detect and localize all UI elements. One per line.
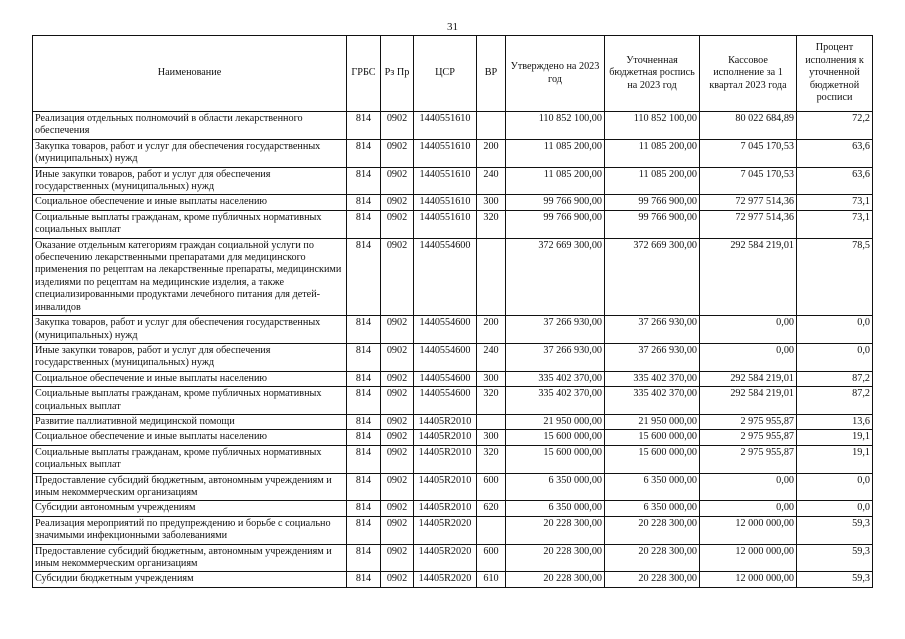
row-vr: 300 <box>477 430 506 445</box>
header-rzpr: Рз Пр <box>381 36 414 112</box>
row-vr: 240 <box>477 167 506 195</box>
row-percent: 73,1 <box>797 195 873 210</box>
row-vr: 600 <box>477 544 506 572</box>
row-grbs: 814 <box>347 430 381 445</box>
row-rzpr: 0902 <box>381 445 414 473</box>
row-grbs: 814 <box>347 473 381 501</box>
row-csr: 1440554600 <box>414 316 477 344</box>
row-vr <box>477 238 506 315</box>
row-name: Развитие паллиативной медицинской помощи <box>33 414 347 429</box>
row-approved: 20 228 300,00 <box>506 572 605 587</box>
table-row <box>33 501 873 516</box>
row-name: Иные закупки товаров, работ и услуг для обеспечения государственных (муниципальных) нужд <box>33 343 347 371</box>
table-row <box>33 445 873 473</box>
row-vr <box>477 516 506 544</box>
row-rzpr: 0902 <box>381 473 414 501</box>
row-csr: 1440554600 <box>414 371 477 386</box>
row-percent: 73,1 <box>797 210 873 238</box>
row-name: Оказание отдельным категориям граждан социальной услуги по обеспечению лекарственными препаратами для медицинского применения по рецептам на лекарственные препараты, медицинскими изделиями по рецептам на медицинские изделия, а также специализированными продуктами лечебного питания для детей-инвалидов <box>33 238 347 315</box>
row-percent: 19,1 <box>797 430 873 445</box>
row-approved: 372 669 300,00 <box>506 238 605 315</box>
row-approved: 6 350 000,00 <box>506 473 605 501</box>
row-vr: 200 <box>477 316 506 344</box>
table-row <box>33 195 873 210</box>
row-csr: 14405R2010 <box>414 473 477 501</box>
row-revised: 110 852 100,00 <box>605 112 700 140</box>
row-rzpr: 0902 <box>381 414 414 429</box>
row-revised: 15 600 000,00 <box>605 445 700 473</box>
row-approved: 21 950 000,00 <box>506 414 605 429</box>
row-approved: 15 600 000,00 <box>506 445 605 473</box>
table-row <box>33 210 873 238</box>
row-grbs: 814 <box>347 210 381 238</box>
row-percent: 87,2 <box>797 371 873 386</box>
row-csr: 1440551610 <box>414 195 477 210</box>
row-revised: 11 085 200,00 <box>605 139 700 167</box>
row-grbs: 814 <box>347 445 381 473</box>
row-csr: 1440554600 <box>414 238 477 315</box>
row-cash-execution: 0,00 <box>700 501 797 516</box>
row-name: Закупка товаров, работ и услуг для обеспечения государственных (муниципальных) нужд <box>33 139 347 167</box>
row-name: Субсидии бюджетным учреждениям <box>33 572 347 587</box>
row-revised: 37 266 930,00 <box>605 316 700 344</box>
row-vr: 610 <box>477 572 506 587</box>
row-vr: 620 <box>477 501 506 516</box>
row-rzpr: 0902 <box>381 572 414 587</box>
table-row <box>33 139 873 167</box>
table-row <box>33 371 873 386</box>
row-csr: 1440554600 <box>414 343 477 371</box>
table-row <box>33 516 873 544</box>
row-cash-execution: 72 977 514,36 <box>700 210 797 238</box>
row-csr: 14405R2010 <box>414 430 477 445</box>
row-revised: 6 350 000,00 <box>605 501 700 516</box>
row-csr: 14405R2020 <box>414 516 477 544</box>
row-grbs: 814 <box>347 414 381 429</box>
row-grbs: 814 <box>347 516 381 544</box>
row-approved: 99 766 900,00 <box>506 195 605 210</box>
row-name: Реализация отдельных полномочий в области лекарственного обеспечения <box>33 112 347 140</box>
row-name: Субсидии автономным учреждениям <box>33 501 347 516</box>
row-revised: 99 766 900,00 <box>605 210 700 238</box>
row-rzpr: 0902 <box>381 343 414 371</box>
table-row <box>33 343 873 371</box>
row-cash-execution: 2 975 955,87 <box>700 414 797 429</box>
row-csr: 1440551610 <box>414 139 477 167</box>
row-approved: 110 852 100,00 <box>506 112 605 140</box>
row-percent: 0,0 <box>797 473 873 501</box>
row-revised: 6 350 000,00 <box>605 473 700 501</box>
row-grbs: 814 <box>347 371 381 386</box>
header-name: Наименование <box>33 36 347 112</box>
row-approved: 37 266 930,00 <box>506 343 605 371</box>
table-row <box>33 387 873 415</box>
row-name: Закупка товаров, работ и услуг для обеспечения государственных (муниципальных) нужд <box>33 316 347 344</box>
table-row <box>33 167 873 195</box>
row-cash-execution: 7 045 170,53 <box>700 167 797 195</box>
row-grbs: 814 <box>347 112 381 140</box>
row-rzpr: 0902 <box>381 238 414 315</box>
row-csr: 14405R2020 <box>414 572 477 587</box>
table-row <box>33 430 873 445</box>
row-name: Социальные выплаты гражданам, кроме публичных нормативных социальных выплат <box>33 387 347 415</box>
header-percent: Процент исполнения к уточненной бюджетной росписи <box>797 36 873 112</box>
row-percent: 72,2 <box>797 112 873 140</box>
row-revised: 15 600 000,00 <box>605 430 700 445</box>
row-vr: 320 <box>477 445 506 473</box>
row-percent: 0,0 <box>797 343 873 371</box>
row-approved: 6 350 000,00 <box>506 501 605 516</box>
row-rzpr: 0902 <box>381 316 414 344</box>
row-csr: 1440551610 <box>414 210 477 238</box>
row-cash-execution: 0,00 <box>700 473 797 501</box>
row-revised: 20 228 300,00 <box>605 572 700 587</box>
row-cash-execution: 7 045 170,53 <box>700 139 797 167</box>
row-grbs: 814 <box>347 572 381 587</box>
header-grbs: ГРБС <box>347 36 381 112</box>
row-grbs: 814 <box>347 544 381 572</box>
row-vr <box>477 414 506 429</box>
row-percent: 59,3 <box>797 516 873 544</box>
row-csr: 14405R2010 <box>414 445 477 473</box>
row-percent: 19,1 <box>797 445 873 473</box>
row-rzpr: 0902 <box>381 167 414 195</box>
row-percent: 63,6 <box>797 139 873 167</box>
row-percent: 0,0 <box>797 316 873 344</box>
row-vr: 300 <box>477 195 506 210</box>
row-approved: 20 228 300,00 <box>506 516 605 544</box>
row-csr: 14405R2010 <box>414 501 477 516</box>
row-percent: 59,3 <box>797 572 873 587</box>
row-cash-execution: 292 584 219,01 <box>700 238 797 315</box>
row-vr: 240 <box>477 343 506 371</box>
row-revised: 335 402 370,00 <box>605 371 700 386</box>
header-revised: Уточненная бюджетная роспись на 2023 год <box>605 36 700 112</box>
row-cash-execution: 12 000 000,00 <box>700 544 797 572</box>
row-grbs: 814 <box>347 195 381 210</box>
table-row <box>33 112 873 140</box>
row-name: Предоставление субсидий бюджетным, автономным учреждениям и иным некоммерческим организациям <box>33 544 347 572</box>
row-percent: 59,3 <box>797 544 873 572</box>
row-csr: 14405R2010 <box>414 414 477 429</box>
row-percent: 87,2 <box>797 387 873 415</box>
row-grbs: 814 <box>347 238 381 315</box>
page-number: 31 <box>447 21 458 33</box>
row-approved: 20 228 300,00 <box>506 544 605 572</box>
row-approved: 11 085 200,00 <box>506 139 605 167</box>
row-grbs: 814 <box>347 387 381 415</box>
row-rzpr: 0902 <box>381 516 414 544</box>
table-row <box>33 238 873 315</box>
row-name: Социальное обеспечение и иные выплаты населению <box>33 195 347 210</box>
row-rzpr: 0902 <box>381 210 414 238</box>
row-revised: 11 085 200,00 <box>605 167 700 195</box>
row-approved: 335 402 370,00 <box>506 387 605 415</box>
table-header-row <box>33 36 873 112</box>
row-percent: 0,0 <box>797 501 873 516</box>
row-rzpr: 0902 <box>381 430 414 445</box>
table-row <box>33 572 873 587</box>
row-name: Социальные выплаты гражданам, кроме публичных нормативных социальных выплат <box>33 210 347 238</box>
row-name: Реализация мероприятий по предупреждению и борьбе с социально значимыми инфекционными заболеваниями <box>33 516 347 544</box>
row-cash-execution: 80 022 684,89 <box>700 112 797 140</box>
row-cash-execution: 72 977 514,36 <box>700 195 797 210</box>
row-revised: 37 266 930,00 <box>605 343 700 371</box>
row-approved: 37 266 930,00 <box>506 316 605 344</box>
row-rzpr: 0902 <box>381 139 414 167</box>
row-vr: 320 <box>477 210 506 238</box>
row-rzpr: 0902 <box>381 501 414 516</box>
row-grbs: 814 <box>347 139 381 167</box>
row-vr: 600 <box>477 473 506 501</box>
budget-execution-table <box>32 35 873 588</box>
row-approved: 15 600 000,00 <box>506 430 605 445</box>
table-row <box>33 316 873 344</box>
row-revised: 20 228 300,00 <box>605 544 700 572</box>
row-name: Иные закупки товаров, работ и услуг для обеспечения государственных (муниципальных) нужд <box>33 167 347 195</box>
row-csr: 1440551610 <box>414 112 477 140</box>
row-grbs: 814 <box>347 316 381 344</box>
row-grbs: 814 <box>347 343 381 371</box>
row-rzpr: 0902 <box>381 112 414 140</box>
row-cash-execution: 0,00 <box>700 316 797 344</box>
row-rzpr: 0902 <box>381 195 414 210</box>
row-cash-execution: 2 975 955,87 <box>700 445 797 473</box>
header-csr: ЦСР <box>414 36 477 112</box>
row-percent: 78,5 <box>797 238 873 315</box>
row-rzpr: 0902 <box>381 387 414 415</box>
row-rzpr: 0902 <box>381 544 414 572</box>
header-approved: Утверждено на 2023 год <box>506 36 605 112</box>
row-revised: 20 228 300,00 <box>605 516 700 544</box>
row-vr: 300 <box>477 371 506 386</box>
row-vr: 200 <box>477 139 506 167</box>
row-name: Социальное обеспечение и иные выплаты населению <box>33 371 347 386</box>
row-name: Социальные выплаты гражданам, кроме публичных нормативных социальных выплат <box>33 445 347 473</box>
table-row <box>33 544 873 572</box>
row-csr: 14405R2020 <box>414 544 477 572</box>
row-approved: 11 085 200,00 <box>506 167 605 195</box>
row-cash-execution: 2 975 955,87 <box>700 430 797 445</box>
row-cash-execution: 0,00 <box>700 343 797 371</box>
table-row <box>33 414 873 429</box>
row-percent: 63,6 <box>797 167 873 195</box>
row-vr <box>477 112 506 140</box>
row-grbs: 814 <box>347 501 381 516</box>
row-grbs: 814 <box>347 167 381 195</box>
row-csr: 1440554600 <box>414 387 477 415</box>
row-revised: 99 766 900,00 <box>605 195 700 210</box>
row-revised: 21 950 000,00 <box>605 414 700 429</box>
table-row <box>33 473 873 501</box>
row-approved: 335 402 370,00 <box>506 371 605 386</box>
row-name: Социальное обеспечение и иные выплаты населению <box>33 430 347 445</box>
row-cash-execution: 12 000 000,00 <box>700 516 797 544</box>
row-rzpr: 0902 <box>381 371 414 386</box>
row-cash-execution: 292 584 219,01 <box>700 387 797 415</box>
row-revised: 372 669 300,00 <box>605 238 700 315</box>
row-cash-execution: 12 000 000,00 <box>700 572 797 587</box>
row-csr: 1440551610 <box>414 167 477 195</box>
header-vr: ВР <box>477 36 506 112</box>
row-vr: 320 <box>477 387 506 415</box>
header-cash-execution: Кассовое исполнение за 1 квартал 2023 года <box>700 36 797 112</box>
row-revised: 335 402 370,00 <box>605 387 700 415</box>
row-approved: 99 766 900,00 <box>506 210 605 238</box>
row-percent: 13,6 <box>797 414 873 429</box>
row-name: Предоставление субсидий бюджетным, автономным учреждениям и иным некоммерческим организациям <box>33 473 347 501</box>
row-cash-execution: 292 584 219,01 <box>700 371 797 386</box>
